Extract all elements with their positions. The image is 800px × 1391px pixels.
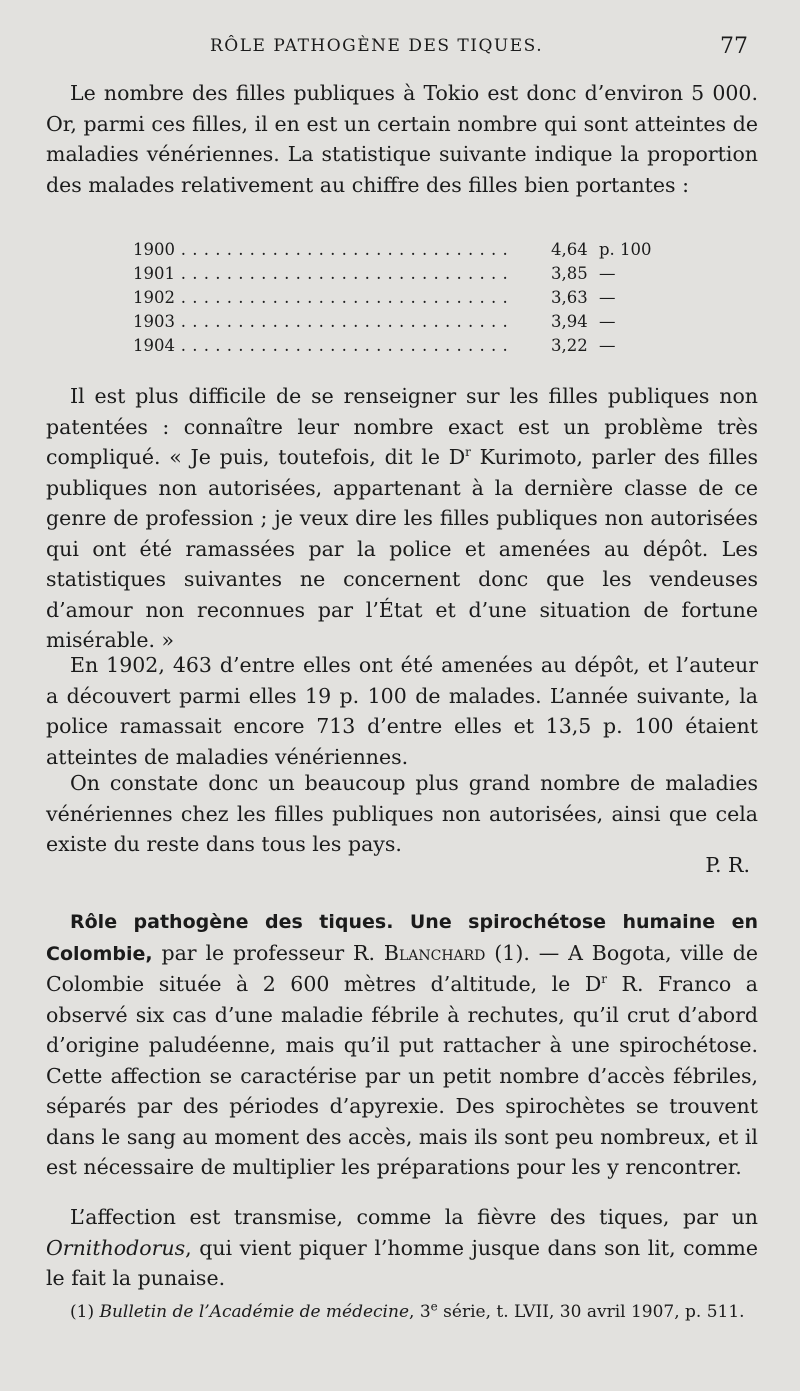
- footnote: [46, 1300, 758, 1324]
- row-year: 1901 . . .: [133, 264, 513, 283]
- table-row: [133, 288, 663, 312]
- paragraph-unlicensed: [46, 381, 758, 656]
- table-row: [133, 264, 663, 288]
- paragraph-conclusion: [46, 768, 758, 860]
- genus-name: Ornithodorus: [46, 1235, 186, 1260]
- paragraph-text-cont: Kurimoto, parler des filles publiques non autorisées, appartenant à la dernière classe de ce genre de profession ; je veux dire les filles publiques non autorisées qui ont été ramassées par la police et amenées au dépôt. Les statistiques suivantes ne concernent donc que les vendeuses d’amour non reconnues par l’État et d’une situation de fortune misérable. »: [46, 445, 758, 652]
- article-heading: Rôle pathogène des tiques. Une spirochétose humaine en Colombie,: [46, 911, 758, 965]
- footnote-marker: (1): [70, 1302, 100, 1322]
- paragraph-text: R. Franco a observé six cas d’une maladie fébrile à rechutes, qu’il crut d’abord d’origine paludéenne, mais qu’il put rattacher à une spirochétose. Cette affection se caractérise par un petit nombre d’accès fébriles, séparés par des périodes d’apyrexie. Des spirochètes se trouvent dans le sang au moment des accès, mais ils sont peu nombreux, et il est nécessaire de multiplier les préparations pour les y rencontrer.: [46, 972, 758, 1179]
- page-header: [0, 36, 800, 68]
- table-row: [133, 240, 663, 264]
- statistics-table: [133, 240, 663, 360]
- article-reference: (1). — A Bogota, ville de Colombie située à 2 600 mètres d’altitude, le D: [46, 940, 758, 996]
- paragraph-text: Le nombre des filles publiques à Tokio est donc d’environ 5 000. Or, parmi ces filles, il en est un certain nombre qui sont atteintes de maladies vénériennes. La statistique suivante indique la proportion des malades relativement au chiffre des filles bien portantes :: [46, 81, 758, 197]
- row-unit: p. 100: [599, 240, 652, 259]
- row-value: 3,85: [551, 264, 588, 283]
- row-year: 1900 . . .: [133, 240, 513, 259]
- row-value: 4,64: [551, 240, 588, 259]
- article-author: Blanchard: [383, 940, 486, 965]
- paragraph-tick-article: [46, 906, 758, 1183]
- paragraph-text: L’affection est transmise, comme la fièvre des tiques, par un: [70, 1205, 758, 1229]
- paragraph-transmission: [46, 1202, 758, 1294]
- row-unit: —: [599, 312, 616, 331]
- superscript: r: [601, 972, 608, 987]
- table-row: [133, 336, 663, 360]
- paragraph-text-cont: , qui vient piquer l’homme jusque dans son lit, comme le fait la punaise.: [46, 1235, 758, 1290]
- paragraph-1902-figures: [46, 650, 758, 772]
- row-value: 3,94: [551, 312, 588, 331]
- footnote-source: Bulletin de l’Académie de médecine: [99, 1302, 410, 1322]
- superscript: e: [430, 1299, 438, 1314]
- paragraph-text: En 1902, 463 d’entre elles ont été amenées au dépôt, et l’auteur a découvert parmi elles 19 p. 100 de malades. L’année suivante, la police ramassait encore 713 d’entre elles et 13,5 p. 100 étaient atteintes de maladies vénériennes.: [46, 653, 758, 769]
- running-title: RÔLE PATHOGÈNE DES TIQUES.: [210, 36, 544, 56]
- paragraph-text: On constate donc un beaucoup plus grand nombre de maladies vénériennes chez les filles publiques non autorisées, ainsi que cela existe du reste dans tous les pays.: [46, 771, 758, 856]
- row-value: 3,22: [551, 336, 588, 355]
- author-signature: P. R.: [705, 853, 750, 877]
- paragraph-tokio-statistics: [46, 78, 758, 200]
- footnote-series: , 3: [409, 1302, 431, 1322]
- row-unit: —: [599, 288, 616, 307]
- row-unit: —: [599, 264, 616, 283]
- row-year: 1904 . . .: [133, 336, 513, 355]
- row-value: 3,63: [551, 288, 588, 307]
- article-byline: par le professeur R.: [152, 940, 384, 965]
- paragraph-text: Il est plus difficile de se renseigner sur les filles publiques non patentées : connaître leur nombre exact est un problème très compliqué. « Je puis, toutefois, dit le D: [46, 384, 758, 469]
- row-year: 1902 . . .: [133, 288, 513, 307]
- row-year: 1903 . . .: [133, 312, 513, 331]
- table-row: [133, 312, 663, 336]
- superscript: r: [465, 445, 471, 460]
- row-unit: —: [599, 336, 616, 355]
- page-number: 77: [720, 34, 748, 59]
- footnote-details: série, t. LVII, 30 avril 1907, p. 511.: [437, 1302, 745, 1322]
